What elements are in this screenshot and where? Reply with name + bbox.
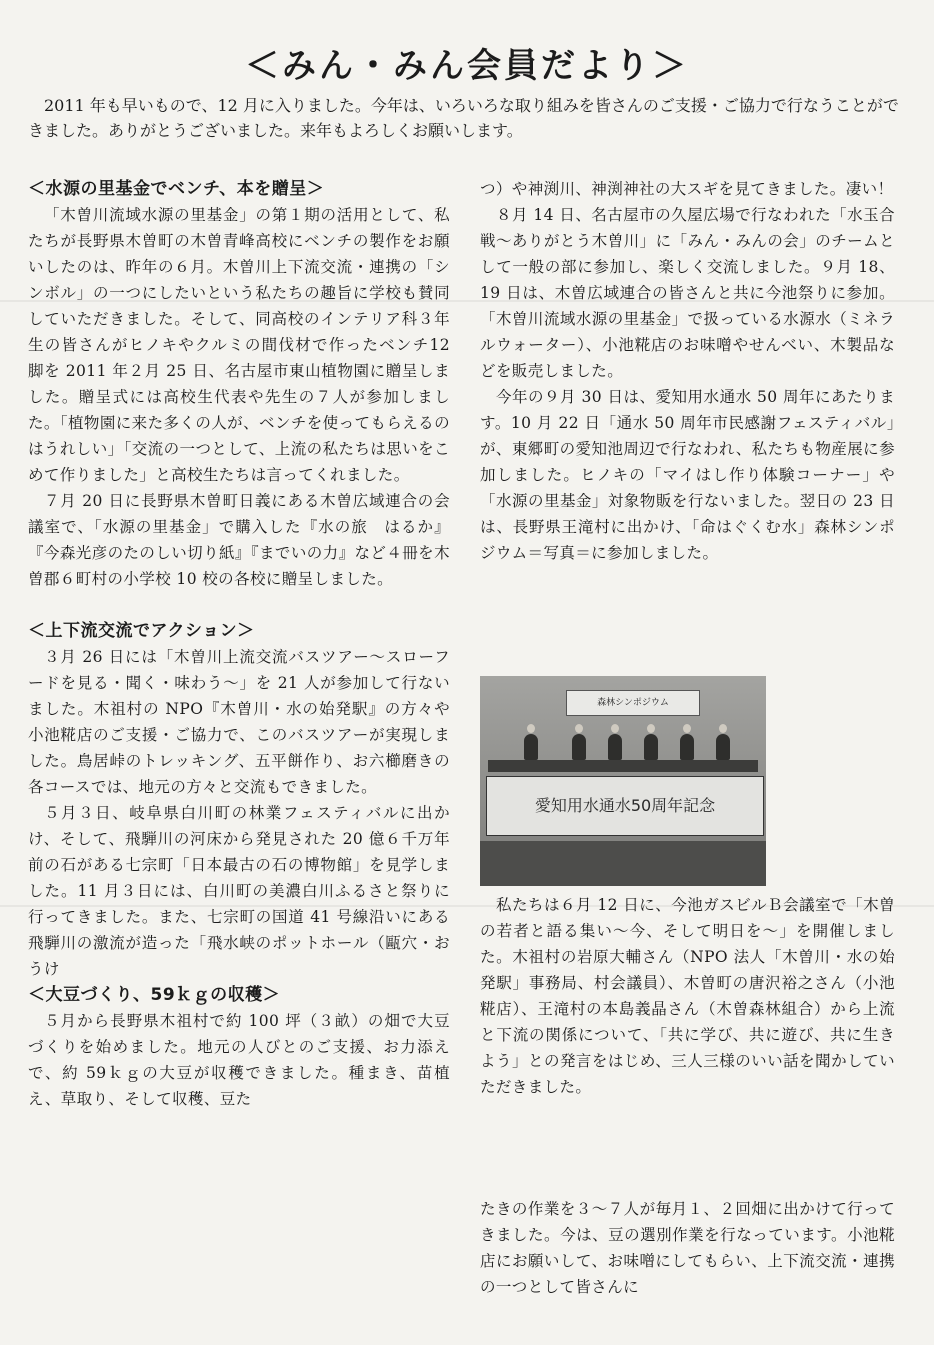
- section-heading-action: ＜上下流交流でアクション＞: [28, 621, 255, 641]
- action-paragraph-1: ３月 26 日には「木曽川上流交流バスツアー～スローフードを見る・聞く・味わう～」を 21 人が参加して行ないました。木祖村の NPO『木曽川・水の始発駅』の方々や小池糀店のご支援・ご協力で、このバスツアーが実現しました。鳥居峠のトレッキング、五平餅作り、お六櫛磨きの各コースでは、地元の方々と交流もできました。: [28, 648, 450, 796]
- bench-paragraph-2: ７月 20 日に長野県木曽町日義にある木曽広域連合の会議室で、「水源の里基金」で購入した『水の旅 はるか』『今森光彦のたのしい切り紙』『までいの力』など４冊を木曽郡６町村の小学校 10 校の各校に贈呈しました。: [28, 492, 450, 588]
- soy-paragraph-2: たきの作業を３～７人が毎月１、２回畑に出かけて行ってきました。今は、豆の選別作業を行なっています。小池糀店にお願いして、お味噌にしてもらい、上下流交流・連携の一つとして皆さんに: [480, 1200, 895, 1296]
- photo-banner: 愛知用水通水50周年記念: [486, 776, 764, 836]
- soy-paragraph-1: ５月から長野県木祖村で約 100 坪（３畝）の畑で大豆づくりを始めました。地元の人びとのご支援、お力添えで、約 59ｋｇの大豆が収穫できました。種まき、苗植え、草取り、そして収穫、豆た: [28, 1012, 450, 1108]
- right-column: [480, 176, 895, 566]
- action-paragraph-2: ５月３日、岐阜県白川町の林業フェスティバルに出かけ、そして、飛騨川の河床から発見された 20 億６千万年前の石がある七宗町「日本最古の石の博物館」を見学しました。11 月３日には、白川町の美濃白川ふるさと祭りに行ってきました。また、七宗町の国道 41 号線沿いにある飛騨川の激流が造った「飛水峡のポットホール（甌穴・おうけ: [28, 804, 450, 978]
- page-title: ＜みん・みん会員だより＞: [245, 46, 689, 86]
- action-paragraph-3: つ）や神渕川、神渕神社の大スギを見てきました。凄い！: [480, 180, 894, 198]
- bench-paragraph-1: 「木曽川流域水源の里基金」の第１期の活用として、私たちが長野県木曽町の木曽青峰高校にベンチの製作をお願いしたのは、昨年の６月。木曽川上下流交流・連携の「シンボル」の一つにしたいという私たちの趣旨に学校も賛同していただきました。そして、同高校のインテリア科３年生の皆さんがヒノキやクルミの間伐材で作ったベンチ12 脚を 2011 年２月 25 日、名古屋市東山植物園に贈呈しました。贈呈式には高校生代表や先生の７人が参加しました。「植物園に来た多くの人が、ベンチを使ってもらえるのはうれしい」「交流の一つとして、上流の私たちは思いをこめて作りました」と高校生たちは言ってくれました。: [28, 206, 450, 484]
- action-paragraph-6: 私たちは６月 12 日に、今池ガスビルＢ会議室で「木曽の若者と語る集い～今、そして明日を～」を開催しました。木祖村の岩原大輔さん（NPO 法人「木曽川・水の始発駅」事務局、村会議員）、木曽町の唐沢裕之さん（小池糀店）、王滝村の本島義晶さん（木曽森林組合）から上流と下流の関係について、「共に学び、共に遊び、共に生きよう」との発言をはじめ、三人三様のいい話を聞かしていただきました。: [480, 896, 895, 1096]
- right-column-lower: [480, 892, 895, 1100]
- left-column: [28, 176, 450, 1112]
- right-column-bottom: [480, 1196, 895, 1300]
- photo-sign: 森林シンポジウム: [566, 690, 700, 716]
- symposium-photo: [480, 676, 766, 886]
- section-heading-bench: ＜水源の里基金でベンチ、本を贈呈＞: [28, 179, 325, 199]
- action-paragraph-5: 今年の９月 30 日は、愛知用水通水 50 周年にあたります。10 月 22 日「通水 50 周年市民感謝フェスティバル」が、東郷町の愛知池周辺で行なわれ、私たちも物産展に参加しました。ヒノキの「マイはし作り体験コーナー」や「水源の里基金」対象物販を行ないました。翌日の 23 日は、長野県王滝村に出かけ、「命はぐくむ水」森林シンポジウム＝写真＝に参加しました。: [480, 388, 895, 562]
- intro-paragraph: 2011 年も早いもので、12 月に入りました。今年は、いろいろな取り組みを皆さんのご支援・ご協力で行なうことができました。ありがとうございました。来年もよろしくお願いします。: [28, 96, 899, 140]
- section-heading-soy: ＜大豆づくり、59ｋｇの収穫＞: [28, 985, 281, 1005]
- action-paragraph-4: ８月 14 日、名古屋市の久屋広場で行なわれた「水玉合戦～ありがとう木曽川」に「みん・みんの会」のチームとして一般の部に参加し、楽しく交流しました。９月 18、19 日は、木曽広域連合の皆さんと共に今池祭りに参加。「木曽川流域水源の里基金」で扱っている水源水（ミネラルウォーター）、小池糀店のお味噌やせんべい、木製品などを販売しました。: [480, 206, 895, 380]
